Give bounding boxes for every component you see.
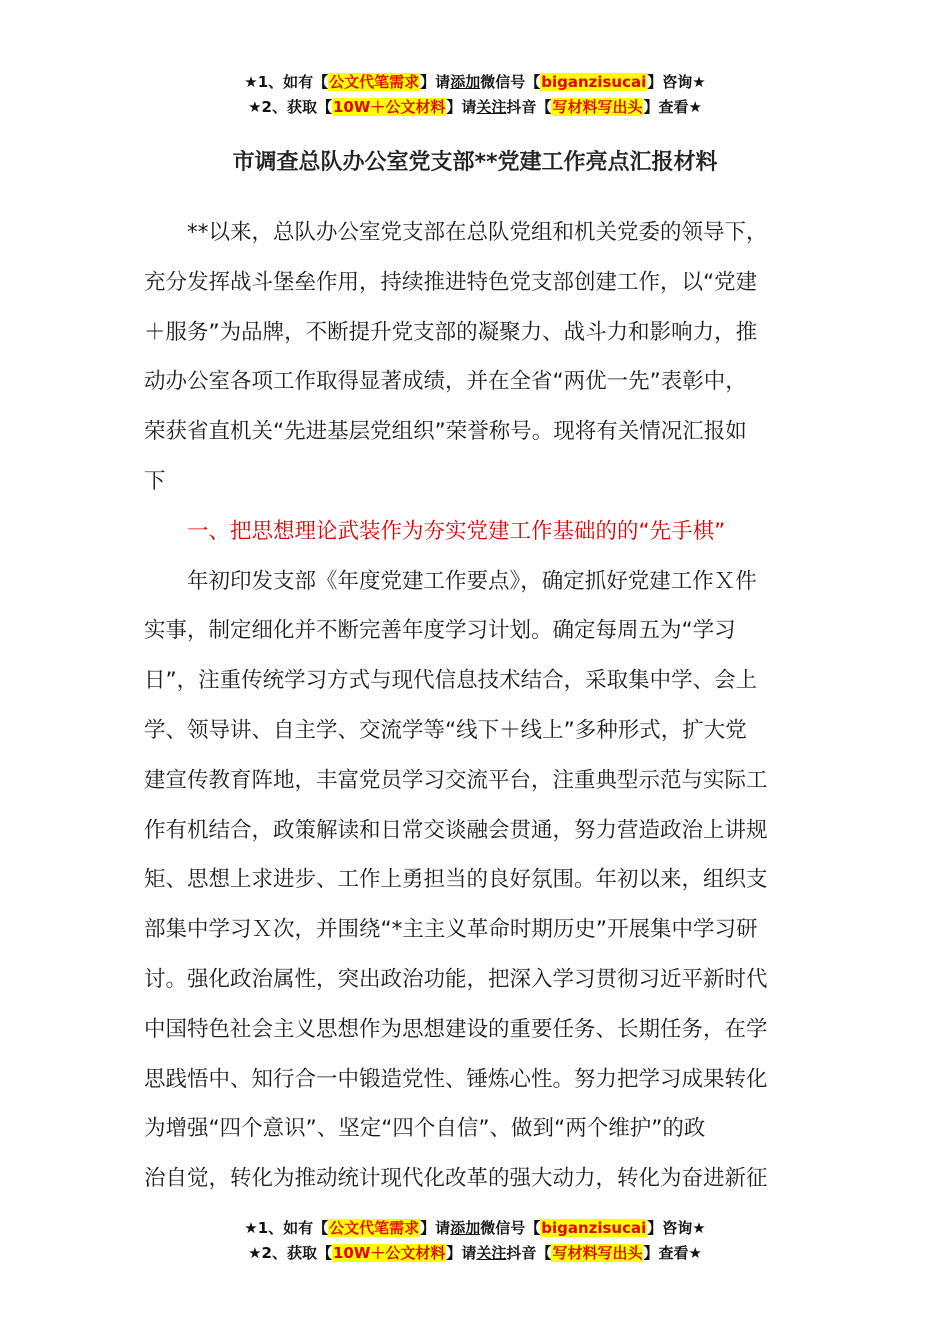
- paragraph-line: 日”，注重传统学习方式与现代信息技术结合，采取集中学、会上: [144, 668, 758, 694]
- paragraph-line: 动办公室各项工作取得显著成绩，并在全省“两优一先”表彰中，: [144, 369, 747, 395]
- paragraph-line: 治自觉，转化为推动统计现代化改革的强大动力，转化为奋进新征: [144, 1166, 768, 1192]
- paragraph-line: 为增强“四个意识”、坚定“四个自信”、做到“两个维护”的政: [144, 1116, 706, 1142]
- paragraph-line: 实事，制定细化并不断完善年度学习计划。确定每周五为“学习: [144, 618, 736, 644]
- paragraph-line: 中国特色社会主义思想作为思想建设的重要任务、长期任务，在学: [144, 1016, 768, 1042]
- paragraph-line: **以来，总队办公室党支部在总队党组和机关党委的领导下，: [187, 220, 768, 245]
- paragraph-line: 部集中学习Ｘ次，并围绕“*主主义革命时期历史”开展集中学习研: [144, 917, 758, 943]
- banner-text: 】请: [420, 73, 451, 91]
- banner-text: 】请: [420, 1219, 451, 1237]
- banner-highlight: 10W＋公文材料: [332, 1244, 446, 1262]
- banner-line-2: [0, 95, 950, 120]
- paragraph-line: 思践悟中、知行合一中锻造党性、锤炼心性。努力把学习成果转化: [144, 1066, 768, 1092]
- banner-underline: 添加: [450, 73, 481, 91]
- paragraph-line: 作有机结合，政策解读和日常交谈融会贯通，努力营造政治上讲规: [144, 817, 768, 843]
- banner-text: 】咨询★: [647, 73, 706, 91]
- banner-highlight: 写材料写出头: [552, 98, 643, 116]
- section-heading: 一、把思想理论武装作为夯实党建工作基础的的“先手棋”: [187, 518, 726, 544]
- banner-text: 】查看★: [643, 98, 702, 116]
- banner-text: 微信号【: [480, 1219, 541, 1237]
- banner-line-1: [0, 70, 950, 95]
- banner-highlight: 公文代笔需求: [329, 73, 420, 91]
- banner-underline: 添加: [450, 1219, 481, 1237]
- intro-paragraph: [144, 208, 808, 507]
- footer-banner: [0, 1216, 950, 1266]
- section-paragraph: [144, 557, 808, 1204]
- document-title: 市调查总队办公室党支部**党建工作亮点汇报材料: [232, 150, 718, 175]
- banner-highlight: 10W＋公文材料: [332, 98, 446, 116]
- banner-highlight: 写材料写出头: [552, 1244, 643, 1262]
- paragraph-line: 建宣传教育阵地，丰富党员学习交流平台，注重典型示范与实际工: [144, 767, 768, 793]
- banner-underline: 关注: [476, 1244, 507, 1262]
- paragraph-line: 充分发挥战斗堡垒作用，持续推进特色党支部创建工作，以“党建: [144, 269, 758, 295]
- paragraph-line: 讨。强化政治属性，突出政治功能，把深入学习贯彻习近平新时代: [144, 966, 768, 992]
- banner-text: ★2、获取【: [248, 1244, 332, 1262]
- banner-highlight: biganzisucai: [541, 73, 647, 91]
- paragraph-line: 年初印发支部《年度党建工作要点》，确定抓好党建工作Ｘ件: [187, 568, 757, 594]
- banner-text: ★1、如有【: [244, 1219, 329, 1237]
- header-banner: [0, 70, 950, 120]
- banner-text: 微信号【: [480, 73, 541, 91]
- banner-line-2: [0, 1241, 950, 1266]
- banner-highlight: 公文代笔需求: [329, 1219, 420, 1237]
- banner-text: ★2、获取【: [248, 98, 332, 116]
- paragraph-line: 下: [144, 468, 166, 494]
- paragraph-line: 荣获省直机关“先进基层党组织”荣誉称号。现将有关情况汇报如: [144, 419, 747, 445]
- paragraph-line: 矩、思想上求进步、工作上勇担当的良好氛围。年初以来，组织支: [144, 867, 768, 893]
- banner-underline: 关注: [476, 98, 507, 116]
- banner-text: 抖音【: [506, 98, 552, 116]
- banner-line-1: [0, 1216, 950, 1241]
- banner-text: 】咨询★: [647, 1219, 706, 1237]
- paragraph-line: ＋服务”为品牌，不断提升党支部的凝聚力、战斗力和影响力，推: [144, 319, 758, 345]
- banner-text: 抖音【: [506, 1244, 552, 1262]
- banner-text: ★1、如有【: [244, 73, 329, 91]
- banner-highlight: biganzisucai: [541, 1219, 647, 1237]
- banner-text: 】查看★: [643, 1244, 702, 1262]
- paragraph-line: 学、领导讲、自主学、交流学等“线下＋线上”多种形式，扩大党: [144, 717, 747, 743]
- banner-text: 】请: [446, 98, 477, 116]
- document-body: [144, 208, 808, 1204]
- banner-text: 】请: [446, 1244, 477, 1262]
